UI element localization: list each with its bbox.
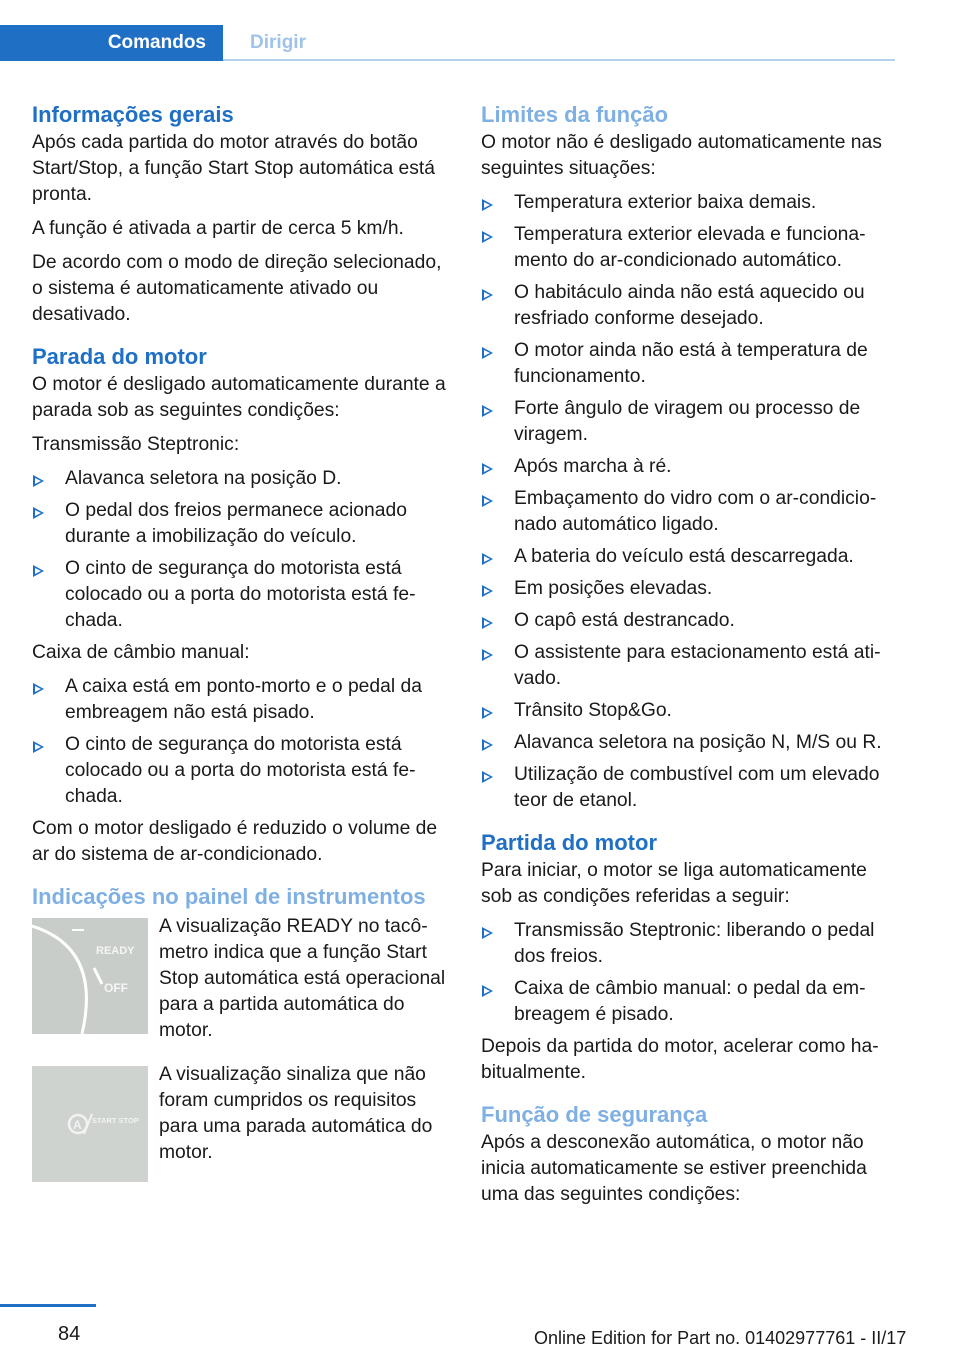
triangle-bullet-icon [482,289,493,301]
indicator-ready [32,918,447,1066]
svg-text:START STOP: START STOP [92,1116,139,1125]
triangle-bullet-icon [482,771,493,783]
list-item: Alavanca seletora na posição D. [32,466,447,492]
paragraph: Após cada partida do motor através do botão Start/Stop, a função Start Stop automática está pronta. [32,132,435,205]
start-stop-indicator-image [32,1066,148,1182]
heading-partida-do-motor: Partida do motor [481,830,658,855]
tab-comandos[interactable]: Comandos [0,25,223,61]
triangle-bullet-icon [33,741,44,753]
list-item: Transmissão Steptronic: liberando o pedal dos freios. [481,918,896,970]
svg-text:OFF: OFF [104,981,128,995]
list-item: Trânsito Stop&Go. [481,698,896,724]
triangle-bullet-icon [482,495,493,507]
triangle-bullet-icon [33,683,44,695]
edition-note: Online Edition for Part no. 01402977761 - II/17 [534,1328,907,1348]
triangle-bullet-icon [482,463,493,475]
limits-list [481,190,896,814]
indicator-ready-text: A visualização READY no tacômetro indica que a função Start Stop automática está operacional para a partida automática do motor. [159,916,446,1041]
paragraph: Com o motor desligado é reduzido o volume de ar do sistema de ar-condicionado. [32,818,438,865]
list-item: Temperatura exterior elevada e funcionamento do ar-condicionado automático. [481,222,896,274]
list-item: O assistente para estacionamento está ativado. [481,640,896,692]
list-item: Caixa de câmbio manual: o pedal da embreagem é pisado. [481,976,896,1028]
triangle-bullet-icon [482,231,493,243]
paragraph: O motor não é desligado automaticamente nas seguintes situações: [481,132,882,179]
paragraph: O motor é desligado automaticamente durante a parada sob as seguintes condições: [32,374,446,421]
start-conditions-list [481,918,896,1028]
triangle-bullet-icon [482,927,493,939]
paragraph: De acordo com o modo de direção selecionado, o sistema é automaticamente ativado ou desativado. [32,252,442,325]
triangle-bullet-icon [482,585,493,597]
page-number: 84 [58,1323,81,1345]
list-item: A bateria do veículo está descarregada. [481,544,896,570]
paragraph: Caixa de câmbio manual: [32,642,250,663]
indicator-start-stop-text: A visualização sinaliza que não foram cumpridos os requisitos para uma parada automática do motor. [159,1064,433,1163]
list-item: Embaçamento do vidro com o ar-condicionado automático ligado. [481,486,896,538]
list-item: Após marcha à ré. [481,454,896,480]
triangle-bullet-icon [482,347,493,359]
paragraph: Transmissão Steptronic: [32,434,240,455]
triangle-bullet-icon [482,739,493,751]
heading-funcao-de-seguranca: Função de segurança [481,1102,708,1127]
heading-informacoes-gerais: Informações gerais [32,102,234,127]
paragraph: Após a desconexão automática, o motor não inicia automaticamente se estiver preenchida uma das seguintes condições: [481,1132,867,1205]
triangle-bullet-icon [482,553,493,565]
paragraph: Depois da partida do motor, acelerar como habitualmente. [481,1036,879,1083]
ready-indicator-image [32,918,148,1034]
left-column [32,100,447,1206]
list-item: Forte ângulo de viragem ou processo de viragem. [481,396,896,448]
triangle-bullet-icon [482,405,493,417]
condition-list-steptronic [32,466,447,634]
triangle-bullet-icon [33,507,44,519]
triangle-bullet-icon [482,617,493,629]
list-item: O motor ainda não está à temperatura de funcionamento. [481,338,896,390]
list-item: O pedal dos freios permanece acionado durante a imobilização do veículo. [32,498,447,550]
triangle-bullet-icon [482,649,493,661]
triangle-bullet-icon [33,475,44,487]
footer-rule [0,1304,96,1307]
indicator-start-stop [32,1066,447,1206]
paragraph: A função é ativada a partir de cerca 5 km/h. [32,218,404,239]
condition-list-manual [32,674,447,810]
tab-dirigir[interactable]: Dirigir [250,32,306,53]
heading-limites-da-funcao: Limites da função [481,102,669,127]
list-item: O cinto de segurança do motorista está colocado ou a porta do motorista está fechada. [32,732,447,810]
start-stop-warning-icon [32,1066,148,1182]
svg-text:READY: READY [96,945,135,957]
triangle-bullet-icon [33,565,44,577]
triangle-bullet-icon [482,199,493,211]
list-item: Em posições elevadas. [481,576,896,602]
list-item: Temperatura exterior baixa demais. [481,190,896,216]
paragraph: Para iniciar, o motor se liga automaticamente sob as condições referidas a seguir: [481,860,867,907]
heading-indicacoes: Indicações no painel de instrumentos [32,884,426,909]
list-item: O capô está destrancado. [481,608,896,634]
svg-text:A: A [73,1118,82,1132]
list-item: O habitáculo ainda não está aquecido ou resfriado conforme desejado. [481,280,896,332]
triangle-bullet-icon [482,707,493,719]
list-item: Utilização de combustível com um elevado teor de etanol. [481,762,896,814]
list-item: O cinto de segurança do motorista está colocado ou a porta do motorista está fechada. [32,556,447,634]
heading-parada-do-motor: Parada do motor [32,344,207,369]
right-column [481,100,896,1216]
chapter-tabs [0,25,895,61]
tachometer-icon [32,918,148,1034]
triangle-bullet-icon [482,985,493,997]
tab-underline [223,59,895,61]
list-item: A caixa está em ponto-morto e o pedal da embreagem não está pisado. [32,674,447,726]
list-item: Alavanca seletora na posição N, M/S ou R. [481,730,896,756]
